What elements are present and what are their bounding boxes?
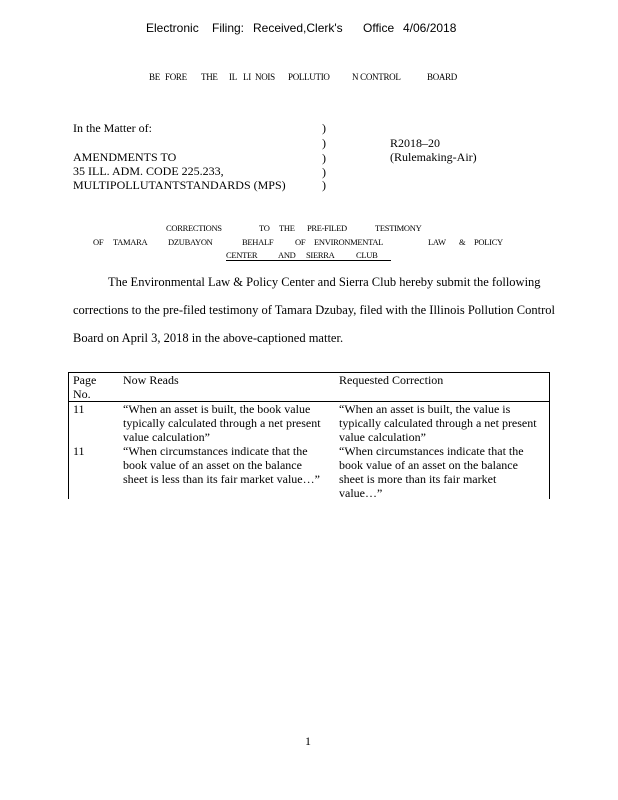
caption-paren: ) [322, 121, 326, 135]
row-now-reads-line: “When an asset is built, the book value [123, 402, 311, 416]
row-requested-line: value calculation” [339, 430, 426, 444]
row-requested-line: “When circumstances indicate that the [339, 444, 524, 458]
body-line-3: Board on April 3, 2018 in the above-captioned matter. [73, 331, 344, 345]
filing-label-received: Received,Clerk's [253, 21, 343, 35]
title-word: CLUB [356, 250, 378, 260]
title-word: DZUBAYON [168, 237, 213, 247]
title-word: & [459, 237, 466, 247]
row-page: 11 [73, 444, 85, 458]
title-word: AND [278, 250, 296, 260]
title-word: POLICY [474, 237, 503, 247]
filing-label-office: Office [363, 21, 395, 35]
board-header-word: THE [201, 72, 218, 82]
title-word: SIERRA [306, 250, 335, 260]
row-now-reads-line: sheet is less than its fair market value…” [123, 472, 320, 486]
body-line-2: corrections to the pre-filed testimony of Tamara Dzubay, filed with the Illinois Pollution Control [73, 303, 556, 317]
table-right-border [549, 372, 550, 499]
header-now-reads: Now Reads [123, 373, 179, 387]
caption-paren: ) [322, 178, 326, 192]
board-header-word: BE [149, 72, 160, 82]
filing-label-filing: Filing: [212, 21, 245, 35]
board-header-word: FORE [165, 72, 187, 82]
row-now-reads-line: “When circumstances indicate that the [123, 444, 308, 458]
board-header-word: POLLUTIO [288, 72, 330, 82]
row-requested-line: value…” [339, 486, 383, 500]
title-word: OF [295, 237, 306, 247]
row-requested-line: “When an asset is built, the value is [339, 402, 511, 416]
board-header-word: BOARD [427, 72, 458, 82]
caption-standards: MULTIPOLLUTANTSTANDARDS (MPS) [73, 178, 286, 192]
caption-matter: In the Matter of: [73, 121, 152, 135]
title-word: TO [259, 223, 270, 233]
title-word: LAW [428, 237, 446, 247]
caption-paren: ) [322, 165, 326, 179]
title-word: BEHALF [242, 237, 274, 247]
board-header-word: NOIS [255, 72, 275, 82]
row-now-reads-line: typically calculated through a net present [123, 416, 321, 430]
rulemaking-type: (Rulemaking-Air) [390, 150, 477, 164]
board-header-word: IL [229, 72, 237, 82]
title-word: CORRECTIONS [166, 223, 222, 233]
title-word: ENVIRONMENTAL [314, 237, 384, 247]
title-word: OF [93, 237, 104, 247]
row-now-reads-line: book value of an asset on the balance [123, 458, 302, 472]
row-requested-line: book value of an asset on the balance [339, 458, 518, 472]
table-top-rule [68, 372, 550, 373]
caption-code: 35 ILL. ADM. CODE 225.233, [73, 164, 224, 178]
title-word: TESTIMONY [375, 223, 422, 233]
row-requested-line: sheet is more than its fair market [339, 472, 497, 486]
filing-date: 4/06/2018 [403, 21, 457, 35]
title-word: TAMARA [113, 237, 148, 247]
caption-paren: ) [322, 136, 326, 150]
board-header-word: LI [243, 72, 251, 82]
row-now-reads-line: value calculation” [123, 430, 210, 444]
board-header-word: N CONTROL [352, 72, 401, 82]
header-page-no: No. [73, 387, 91, 401]
title-word: CENTER [226, 250, 258, 260]
table-left-border [68, 372, 69, 499]
docket-number: R2018–20 [390, 136, 441, 150]
page-number: 1 [305, 734, 311, 748]
caption-amendments: AMENDMENTS TO [73, 150, 177, 164]
header-page: Page [73, 373, 97, 387]
header-requested-correction: Requested Correction [339, 373, 444, 387]
title-word: PRE-FILED [307, 223, 347, 233]
caption-paren: ) [322, 151, 326, 165]
row-requested-line: typically calculated through a net present [339, 416, 537, 430]
filing-label-electronic: Electronic [146, 21, 199, 35]
body-line-1: The Environmental Law & Policy Center and Sierra Club hereby submit the following [108, 275, 541, 289]
title-word: THE [279, 223, 295, 233]
row-page: 11 [73, 402, 85, 416]
